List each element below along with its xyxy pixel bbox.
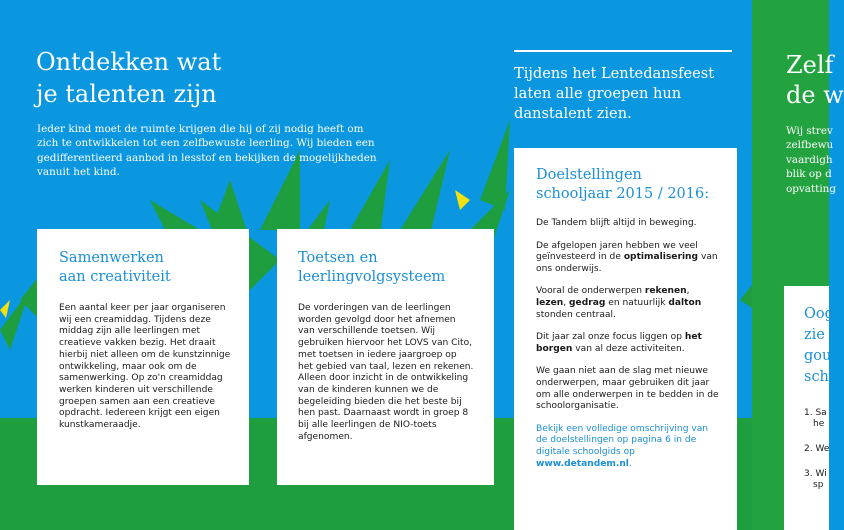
card-title <box>536 166 737 204</box>
goals-paragraph <box>536 332 722 355</box>
text-run: , <box>686 286 690 297</box>
text-run: Bekijk een volledige omschrijving van de doelstellingen op pagina 6 in de digitale schoolgids op <box>536 423 709 457</box>
right-section-title <box>786 50 844 110</box>
card-goals <box>514 148 737 530</box>
card-body: De vorderingen van de leerlingen worden gevolgd door het afnemen van verschillende toetsen. Wij gebruiken hiervoor het LOVS van Cito, met toetsen in iedere jaargroep op het gebied van taal, lezen en rekenen. Alleen door inzicht in de ontwikkeling van de kinderen kunnen we de begeleiding bieden die het beste bij hen past. Daarnaast wordt in groep 8 bij alle leerlingen de NIO-toets afgenomen. <box>298 303 474 442</box>
website-link[interactable]: www.detandem.nl <box>536 458 629 469</box>
text-line: Wij strev <box>786 125 833 137</box>
text-run: van ons onderwijs. <box>536 252 718 274</box>
text-run-bold: het borgen <box>536 332 702 354</box>
goals-paragraph <box>536 286 722 321</box>
text-line: zelfbewu <box>786 139 834 152</box>
section-title <box>36 46 221 110</box>
card-right-partial <box>784 286 834 530</box>
card-title <box>59 249 249 287</box>
title-line: Oog <box>804 306 834 322</box>
text-line: 1. Sa <box>804 408 827 418</box>
card-creativity <box>37 229 249 485</box>
text-run-bold: rekenen <box>644 286 687 297</box>
goals-link-paragraph <box>536 424 722 470</box>
text-run-bold: dalton <box>668 297 702 308</box>
card-body <box>536 218 722 470</box>
title-line: Ontdekken wat <box>36 48 222 76</box>
text-run: Vooral de onderwerpen <box>536 286 645 297</box>
text-run-bold: gedrag <box>569 297 606 308</box>
title-line: leerlingvolgsysteem <box>298 269 446 285</box>
text-line: 2. We <box>804 444 830 454</box>
quote-text: Tijdens het Lentedansfeest laten alle groepen hun danstalent zien. <box>514 65 715 122</box>
title-line: de w <box>786 81 844 109</box>
text-line: blik op d <box>786 168 832 181</box>
list-item <box>804 469 829 491</box>
title-line: sch <box>804 369 829 385</box>
text-run: De afgelopen jaren hebben we veel geïnvesteerd in de <box>536 240 698 263</box>
text-line: he <box>813 419 825 429</box>
goals-paragraph: De Tandem blijft altijd in beweging. <box>536 218 697 228</box>
text-run-bold: optimalisering <box>623 252 699 263</box>
text-line: vaardigh <box>786 153 833 166</box>
text-run: stonden centraal. <box>536 309 616 320</box>
card-body: Een aantal keer per jaar organiseren wij een creamiddag. Tijdens deze middag zijn alle leerlingen met creatieve vakken bezig. Het draait hierbij niet alleen om de kunstzinnige ontwikkeling, maar ook om de samenwerking. Op zo'n creamiddag werken kinderen uit verschillende groepen samen aan een creatieve opdracht. Iedereen krijgt een eigen kunstkameraadje. <box>59 303 231 431</box>
text-run: , <box>563 297 570 308</box>
text-run-bold: lezen <box>536 297 564 308</box>
goals-paragraph: We gaan niet aan de slag met nieuwe onderwerpen, maar gebruiken dit jaar om alle onderwerpen in te bedden in de schoolorganisatie. <box>536 366 719 412</box>
title-line: je talenten zijn <box>36 80 217 108</box>
title-line: Doelstellingen <box>536 167 642 183</box>
text-line: 3. Wi <box>804 469 827 479</box>
title-line: Samenwerken <box>59 250 164 266</box>
divider <box>514 50 732 52</box>
intro-text: Ieder kind moet de ruimte krijgen die hij of zij nodig heeft om zich te ontwikkelen tot een zelfbewuste leerling. Wij bieden een gedifferentieerd aanbod in lesstof en bekijken de mogelijkheden vanuit het kind. <box>37 123 377 179</box>
text-line: opvatting <box>786 182 836 195</box>
text-run: en natuurlijk <box>605 297 669 308</box>
text-line: sp <box>813 480 824 490</box>
card-title <box>804 304 834 388</box>
title-line: gou <box>804 348 832 364</box>
title-line: zie <box>804 327 825 343</box>
title-line: schooljaar 2015 / 2016: <box>536 186 710 202</box>
text-run: Dit jaar zal onze focus liggen op <box>536 332 685 343</box>
goals-paragraph <box>536 241 722 276</box>
title-line: aan creativiteit <box>59 269 171 285</box>
card-title <box>298 249 494 287</box>
card-tests <box>277 229 494 485</box>
text-run: van al deze activiteiten. <box>572 343 685 354</box>
list-item <box>804 444 829 455</box>
text-run: . <box>628 458 632 469</box>
right-intro-text <box>786 124 836 196</box>
title-line: Zelf <box>786 51 834 79</box>
list-item <box>804 408 829 430</box>
title-line: Toetsen en <box>298 250 378 266</box>
numbered-list <box>804 408 829 491</box>
